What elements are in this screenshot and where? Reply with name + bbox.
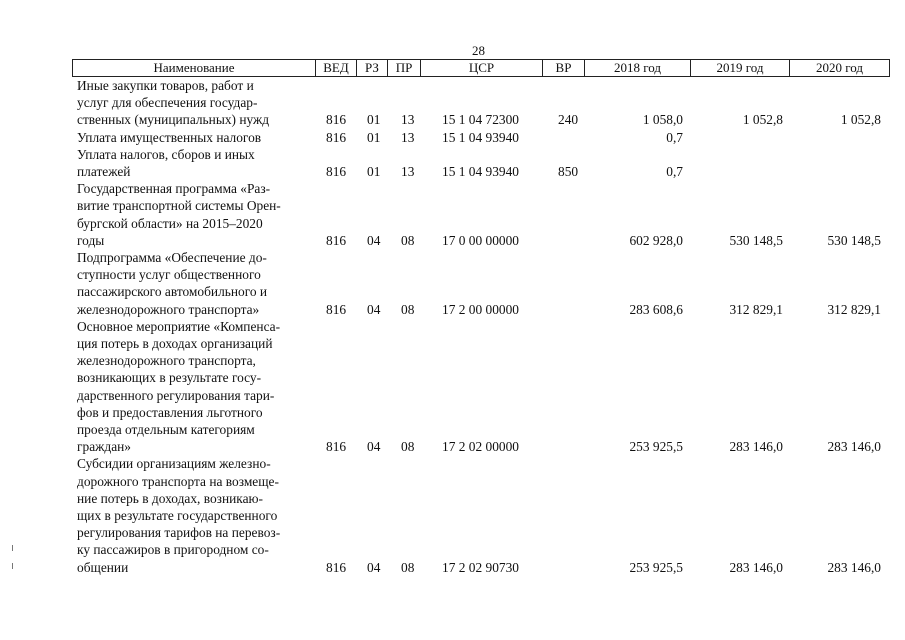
margin-mark xyxy=(12,563,13,569)
cell-y2018: 253 925,5 xyxy=(629,439,683,455)
cell-y2019: 530 148,5 xyxy=(729,232,783,248)
cell-rz: 01 xyxy=(367,129,381,145)
row-name-line: Субсидии организациям железно- xyxy=(77,456,271,472)
cell-y2018: 0,7 xyxy=(666,163,683,179)
table-row xyxy=(0,146,905,180)
cell-csr: 17 0 00 00000 xyxy=(442,232,519,248)
row-name-line: железнодорожного транспорта» xyxy=(77,301,260,317)
header-2020: 2020 год xyxy=(816,60,863,75)
row-name-line: граждан» xyxy=(77,439,132,455)
row-name-line: Иные закупки товаров, работ и xyxy=(77,78,254,93)
cell-rz: 04 xyxy=(367,301,381,317)
cell-pr: 08 xyxy=(401,232,415,248)
row-name-line: годы xyxy=(77,232,105,248)
header-ved: ВЕД xyxy=(316,60,357,76)
row-name-line: Основное мероприятие «Компенса- xyxy=(77,318,281,334)
row-name xyxy=(77,77,307,129)
cell-rz: 04 xyxy=(367,559,381,575)
cell-y2019: 312 829,1 xyxy=(729,301,783,317)
cell-rz: 04 xyxy=(367,439,381,455)
cell-y2018: 283 608,6 xyxy=(629,301,683,317)
row-name-line: железнодорожного транспорта, xyxy=(77,353,256,369)
row-name xyxy=(77,129,307,146)
cell-rz: 04 xyxy=(367,232,381,248)
cell-ved: 816 xyxy=(326,559,347,575)
row-name-line: ние потерь в доходах, возникаю- xyxy=(77,490,263,506)
cell-pr: 13 xyxy=(401,112,415,128)
row-name-line: услуг для обеспечения государ- xyxy=(77,95,258,111)
row-name-line: проезда отдельным категориям xyxy=(77,422,255,438)
row-name xyxy=(77,146,307,180)
cell-csr: 17 2 02 00000 xyxy=(442,439,519,455)
row-name-line: Подпрограмма «Обеспечение до- xyxy=(77,250,267,265)
cell-rz: 01 xyxy=(367,163,381,179)
row-name-line: ку пассажиров в пригородном со- xyxy=(77,542,269,558)
cell-y2020: 283 146,0 xyxy=(827,559,881,575)
cell-pr: 08 xyxy=(401,301,415,317)
header-name: Наименование xyxy=(73,60,316,76)
cell-y2018: 602 928,0 xyxy=(629,232,683,248)
row-name-line: общении xyxy=(77,559,129,575)
table-row xyxy=(0,129,905,146)
row-name-line: пассажирского автомобильного и xyxy=(77,284,268,300)
cell-y2018: 253 925,5 xyxy=(629,559,683,575)
header-2018: 2018 год xyxy=(585,60,691,76)
cell-pr: 13 xyxy=(401,129,415,145)
cell-y2018: 0,7 xyxy=(666,129,683,145)
row-name-line: регулирования тарифов на перевоз- xyxy=(77,525,281,541)
header-csr: ЦСР xyxy=(421,60,543,76)
cell-y2020: 1 052,8 xyxy=(840,112,881,128)
row-name xyxy=(77,318,307,456)
header-rz: РЗ xyxy=(357,60,388,76)
cell-y2020: 530 148,5 xyxy=(827,232,881,248)
row-name-line: щих в результате государственного xyxy=(77,508,278,523)
cell-pr: 08 xyxy=(401,439,415,455)
cell-ved: 816 xyxy=(326,129,347,145)
row-name-line: Государственная программа «Раз- xyxy=(77,181,271,197)
row-name-line: витие транспортной системы Орен- xyxy=(77,198,281,214)
row-name-line: возникающих в результате госу- xyxy=(77,370,262,386)
row-name-line: платежей xyxy=(77,164,131,179)
row-name-line: Уплата имущественных налогов xyxy=(77,129,262,145)
cell-vr: 240 xyxy=(558,112,579,128)
cell-ved: 816 xyxy=(326,163,347,179)
cell-csr: 15 1 04 72300 xyxy=(442,112,519,128)
row-name-line: ступности услуг общественного xyxy=(77,267,261,283)
table-row xyxy=(0,77,905,129)
row-name xyxy=(77,455,307,575)
row-name-line: фов и предоставления льготного xyxy=(77,404,263,420)
cell-y2019: 1 052,8 xyxy=(742,112,783,128)
cell-vr: 850 xyxy=(558,163,579,179)
table-row xyxy=(0,318,905,456)
row-name-line: Уплата налогов, сборов и иных xyxy=(77,146,255,162)
row-name-line: дарственного регулирования тари- xyxy=(77,387,275,403)
cell-y2020: 283 146,0 xyxy=(827,439,881,455)
cell-ved: 816 xyxy=(326,232,347,248)
cell-rz: 01 xyxy=(367,112,381,128)
cell-csr: 17 2 00 00000 xyxy=(442,301,519,317)
table-row xyxy=(0,180,905,249)
cell-csr: 15 1 04 93940 xyxy=(442,163,519,179)
cell-y2019: 283 146,0 xyxy=(729,439,783,455)
cell-ved: 816 xyxy=(326,439,347,455)
cell-ved: 816 xyxy=(326,301,347,317)
table-row xyxy=(0,249,905,318)
row-name xyxy=(77,249,307,318)
row-name-line: ция потерь в доходах организаций xyxy=(77,336,273,351)
cell-y2018: 1 058,0 xyxy=(642,112,683,128)
cell-pr: 13 xyxy=(401,163,415,179)
header-pr: ПР xyxy=(388,60,421,76)
row-name-line: дорожного транспорта на возмеще- xyxy=(77,473,279,489)
cell-ved: 816 xyxy=(326,112,347,128)
table-header xyxy=(72,59,890,77)
header-vr: ВР xyxy=(543,60,585,76)
row-name-line: ственных (муниципальных) нужд xyxy=(77,112,270,128)
cell-y2020: 312 829,1 xyxy=(827,301,881,317)
cell-csr: 15 1 04 93940 xyxy=(442,129,519,145)
row-name xyxy=(77,180,307,249)
row-name-line: бургской области» на 2015–2020 xyxy=(77,215,263,231)
cell-pr: 08 xyxy=(401,559,415,575)
table-row xyxy=(0,455,905,575)
margin-mark xyxy=(12,545,13,551)
header-2019: 2019 год xyxy=(691,60,790,76)
cell-y2019: 283 146,0 xyxy=(729,559,783,575)
page-number: 28 xyxy=(472,43,485,58)
cell-csr: 17 2 02 90730 xyxy=(442,559,519,575)
